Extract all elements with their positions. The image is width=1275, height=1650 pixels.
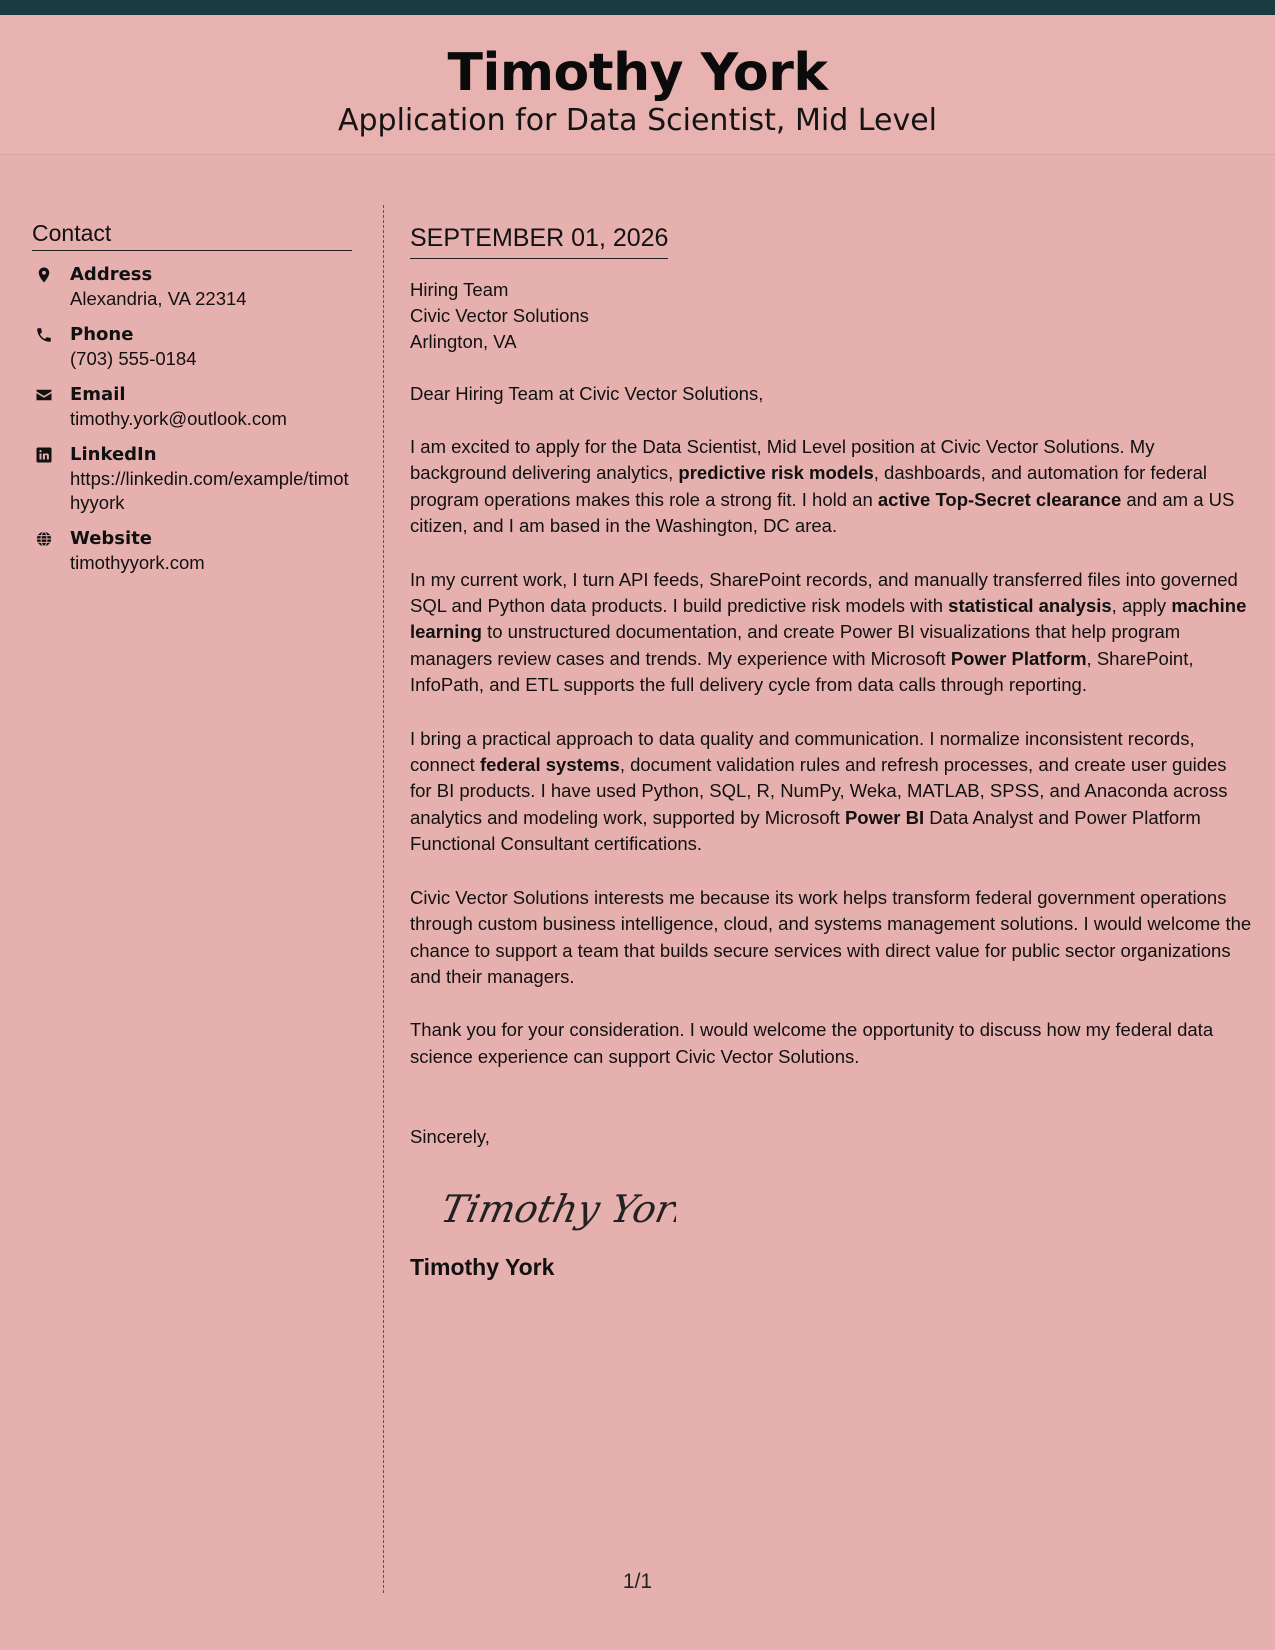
- email-value[interactable]: timothy.york@outlook.com: [70, 408, 287, 429]
- body-paragraph: [410, 434, 1252, 540]
- email-label: Email: [70, 384, 126, 405]
- bold-phrase: predictive risk models: [678, 462, 874, 484]
- map-pin-icon: [32, 263, 70, 311]
- bold-phrase: machine learning: [410, 595, 1247, 643]
- address-value: Alexandria, VA 22314: [70, 288, 247, 309]
- signer-name: Timothy York: [410, 1254, 555, 1281]
- recipient-line: Civic Vector Solutions: [410, 305, 589, 326]
- text-run: and am a US citizen, and I am based in the Washington, DC area.: [410, 488, 1235, 537]
- bold-phrase: statistical analysis: [948, 595, 1112, 617]
- body-paragraph: [410, 885, 1252, 991]
- bold-phrase: federal systems: [479, 754, 620, 776]
- handwritten-signature: [436, 1180, 1252, 1240]
- salutation: Dear Hiring Team at Civic Vector Solutions,: [410, 383, 764, 404]
- globe-icon: [32, 527, 70, 575]
- column-divider: [383, 205, 384, 1593]
- text-run: to unstructured documentation, and create Power BI visualizations that help program managers review cases and trends. My experience with Microsoft: [410, 621, 1181, 669]
- contact-sidebar: [32, 218, 352, 575]
- body-paragraph: [410, 567, 1252, 699]
- contact-website: [32, 527, 352, 575]
- recipient-line: Hiring Team: [410, 279, 509, 300]
- text-run: Data Analyst and Power Platform Functional Consultant certifications.: [410, 806, 1201, 855]
- website-label: Website: [70, 528, 153, 549]
- recipient-line: Arlington, VA: [410, 331, 517, 352]
- text-run: In my current work, I turn API feeds, SharePoint records, and manually transferred files into governed SQL and Python data products. I build predictive risk models with: [410, 568, 1238, 617]
- text-run: , dashboards, and automation for federal program operations makes this role a strong fit. I hold an: [410, 462, 1207, 510]
- text-run: I am excited to apply for the Data Scientist, Mid Level position at Civic Vector Solutions. My background delivering analytics,: [410, 436, 1155, 484]
- applicant-name: Timothy York: [447, 43, 828, 103]
- body-paragraph: [410, 1017, 1252, 1070]
- text-run: , document validation rules and refresh processes, and create user guides for BI products. I have used Python, SQL, R, NumPy, Weka, MATLAB, SPSS, and Anaconda across analytics and modeling work, supported by Microsoft: [410, 754, 1228, 828]
- envelope-icon: [32, 383, 70, 431]
- letter-date: SEPTEMBER 01, 2026: [410, 222, 668, 259]
- contact-heading: Contact: [32, 218, 352, 251]
- text-run: Thank you for your consideration. I would welcome the opportunity to discuss how my federal data science experience can support Civic Vector Solutions.: [410, 1019, 1214, 1067]
- linkedin-icon: [32, 443, 70, 515]
- website-value[interactable]: timothyyork.com: [70, 552, 205, 573]
- contact-linkedin: [32, 443, 352, 515]
- phone-icon: [32, 323, 70, 371]
- page-header: [0, 15, 1275, 155]
- linkedin-label: LinkedIn: [70, 444, 157, 465]
- address-label: Address: [70, 264, 153, 285]
- top-accent-bar: [0, 0, 1275, 15]
- text-run: Civic Vector Solutions interests me because its work helps transform federal government operations through custom business intelligence, cloud, and systems management solutions. I would welcome the chance to support a team that builds secure services with direct value for public sector organizations and their managers.: [410, 886, 1252, 987]
- signature-text: Timothy York: [436, 1187, 676, 1233]
- text-run: , apply: [1111, 595, 1172, 617]
- text-run: I bring a practical approach to data quality and communication. I normalize inconsistent records, connect: [410, 727, 1195, 776]
- recipient-block: [410, 277, 1252, 355]
- contact-email: [32, 383, 352, 431]
- text-run: , SharePoint, InfoPath, and ETL supports the full delivery cycle from data calls through reporting.: [410, 647, 1194, 696]
- bold-phrase: active Top-Secret clearance: [877, 488, 1122, 510]
- phone-label: Phone: [70, 324, 134, 345]
- letter-body: [410, 222, 1252, 1282]
- linkedin-value[interactable]: https://linkedin.com/example/timothyyork: [70, 468, 349, 513]
- bold-phrase: Power Platform: [950, 647, 1087, 669]
- contact-address: [32, 263, 352, 311]
- contact-phone: [32, 323, 352, 371]
- page-number: 1/1: [622, 1570, 653, 1593]
- body-paragraph: [410, 726, 1252, 858]
- phone-value: (703) 555-0184: [70, 348, 197, 369]
- application-subtitle: Application for Data Scientist, Mid Level: [337, 103, 937, 138]
- closing: Sincerely,: [410, 1126, 490, 1148]
- bold-phrase: Power BI: [844, 806, 925, 828]
